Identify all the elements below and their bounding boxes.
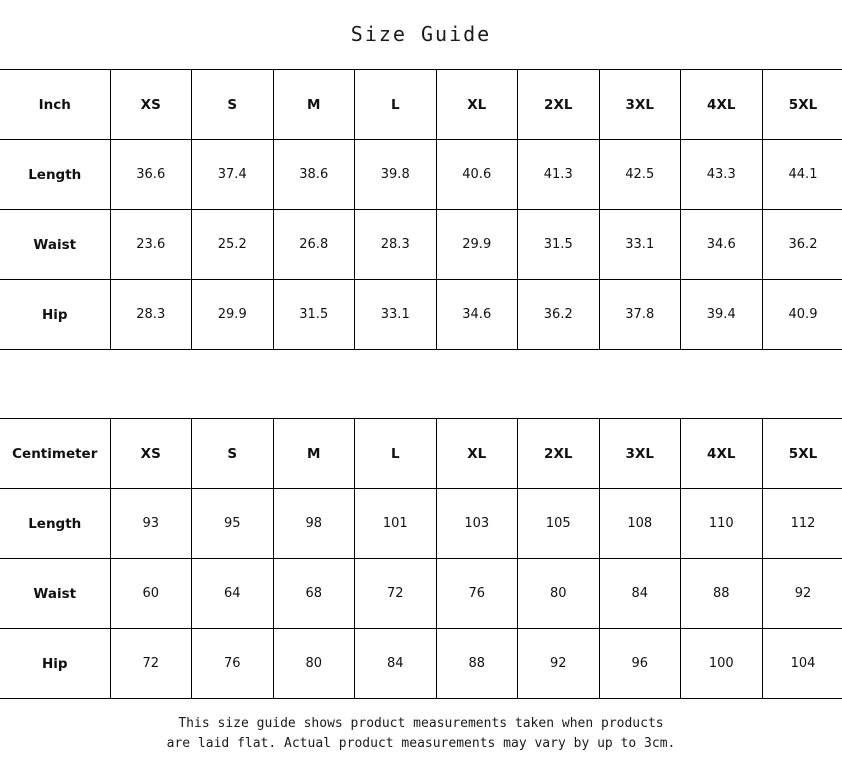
cell: 80 [273, 629, 355, 699]
cell: 76 [436, 559, 518, 629]
table-separator [0, 350, 842, 418]
row-label-length: Length [0, 140, 110, 210]
cell: 37.8 [599, 280, 681, 350]
column-header-m: M [273, 70, 355, 140]
cell: 36.2 [518, 280, 600, 350]
cell: 72 [110, 629, 192, 699]
cell: 93 [110, 489, 192, 559]
cell: 26.8 [273, 210, 355, 280]
cell: 101 [355, 489, 437, 559]
column-header-xs: XS [110, 70, 192, 140]
cell: 40.9 [762, 280, 842, 350]
cell: 33.1 [355, 280, 437, 350]
row-label-waist: Waist [0, 210, 110, 280]
column-header-2xl: 2XL [518, 419, 600, 489]
cell: 100 [681, 629, 763, 699]
cell: 88 [436, 629, 518, 699]
cell: 98 [273, 489, 355, 559]
row-label-waist: Waist [0, 559, 110, 629]
column-header-2xl: 2XL [518, 70, 600, 140]
footer-line-2: are laid flat. Actual product measurements may vary by up to 3cm. [166, 736, 676, 751]
cell: 34.6 [436, 280, 518, 350]
page-title: Size Guide [350, 22, 492, 46]
cell: 40.6 [436, 140, 518, 210]
cell: 36.2 [762, 210, 842, 280]
cell: 84 [599, 559, 681, 629]
cell: 112 [762, 489, 842, 559]
cell: 44.1 [762, 140, 842, 210]
cell: 104 [762, 629, 842, 699]
cell: 108 [599, 489, 681, 559]
cell: 23.6 [110, 210, 192, 280]
centimeter-size-table [0, 418, 842, 699]
table-row [0, 140, 842, 210]
table-header-row [0, 70, 842, 140]
table-row [0, 559, 842, 629]
cell: 110 [681, 489, 763, 559]
cell: 68 [273, 559, 355, 629]
cell: 28.3 [355, 210, 437, 280]
row-label-hip: Hip [0, 280, 110, 350]
cell: 103 [436, 489, 518, 559]
inch-table-wrapper [0, 69, 842, 350]
cell: 80 [518, 559, 600, 629]
row-label-hip: Hip [0, 629, 110, 699]
column-header-s: S [192, 70, 274, 140]
table-row [0, 210, 842, 280]
column-header-xl: XL [436, 419, 518, 489]
cell: 29.9 [436, 210, 518, 280]
cm-table-wrapper [0, 418, 842, 699]
cell: 34.6 [681, 210, 763, 280]
cell: 84 [355, 629, 437, 699]
cell: 41.3 [518, 140, 600, 210]
column-header-5xl: 5XL [762, 70, 842, 140]
cell: 33.1 [599, 210, 681, 280]
cell: 64 [192, 559, 274, 629]
column-header-m: M [273, 419, 355, 489]
footer-line-1: This size guide shows product measurements taken when products [178, 715, 664, 731]
column-header-xl: XL [436, 70, 518, 140]
footer-note [0, 699, 842, 769]
column-header-3xl: 3XL [599, 419, 681, 489]
row-label-length: Length [0, 489, 110, 559]
cell: 92 [518, 629, 600, 699]
cell: 28.3 [110, 280, 192, 350]
cell: 95 [192, 489, 274, 559]
cell: 29.9 [192, 280, 274, 350]
table-row [0, 489, 842, 559]
column-header-unit: Centimeter [0, 419, 110, 489]
cell: 42.5 [599, 140, 681, 210]
table-header-row [0, 419, 842, 489]
column-header-4xl: 4XL [681, 419, 763, 489]
column-header-3xl: 3XL [599, 70, 681, 140]
cell: 72 [355, 559, 437, 629]
cell: 38.6 [273, 140, 355, 210]
column-header-l: L [355, 70, 437, 140]
cell: 39.8 [355, 140, 437, 210]
cell: 76 [192, 629, 274, 699]
cell: 36.6 [110, 140, 192, 210]
table-row [0, 280, 842, 350]
column-header-5xl: 5XL [762, 419, 842, 489]
cell: 96 [599, 629, 681, 699]
cell: 31.5 [273, 280, 355, 350]
cell: 43.3 [681, 140, 763, 210]
inch-size-table [0, 69, 842, 350]
column-header-s: S [192, 419, 274, 489]
cell: 88 [681, 559, 763, 629]
column-header-l: L [355, 419, 437, 489]
cell: 25.2 [192, 210, 274, 280]
column-header-unit: Inch [0, 70, 110, 140]
column-header-xs: XS [110, 419, 192, 489]
cell: 37.4 [192, 140, 274, 210]
cell: 105 [518, 489, 600, 559]
table-row [0, 629, 842, 699]
cell: 39.4 [681, 280, 763, 350]
column-header-4xl: 4XL [681, 70, 763, 140]
cell: 60 [110, 559, 192, 629]
cell: 31.5 [518, 210, 600, 280]
cell: 92 [762, 559, 842, 629]
